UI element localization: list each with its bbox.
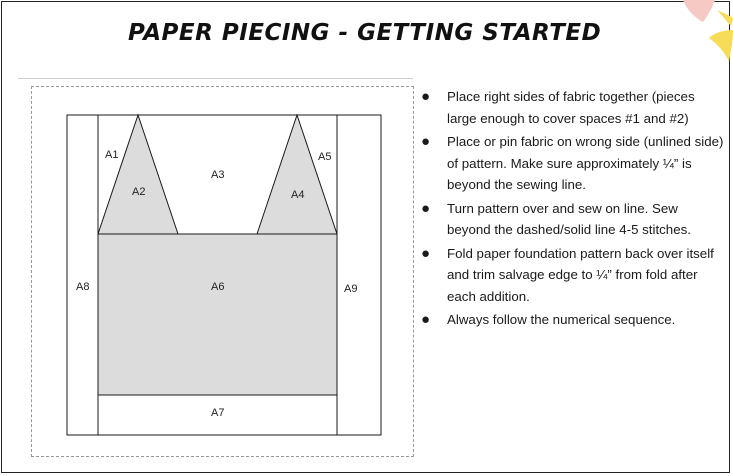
pattern-diagram <box>32 87 415 458</box>
label-a2: A2 <box>132 186 146 198</box>
bullet-dot-icon: ● <box>421 244 431 262</box>
instruction-text: Always follow the numerical sequence. <box>447 312 676 327</box>
bullet-dot-icon: ● <box>421 133 431 150</box>
instruction-text: Place right sides of fabric together (pieces large enough to cover spaces #1 and #2) <box>447 89 695 126</box>
instruction-item <box>419 243 725 308</box>
piece-a6 <box>98 234 337 395</box>
bullet-dot-icon: ● <box>421 88 431 105</box>
instruction-item <box>419 309 725 331</box>
bullet-dot-icon: ● <box>421 311 431 328</box>
logo-yellow-petal <box>709 30 733 62</box>
label-a8: A8 <box>76 281 90 293</box>
label-a3: A3 <box>211 169 225 181</box>
logo-pink-petal <box>683 0 715 22</box>
instruction-item <box>419 198 725 241</box>
instruction-item <box>419 131 725 196</box>
label-a6: A6 <box>211 281 225 293</box>
label-a5: A5 <box>318 151 332 163</box>
title-divider <box>18 78 413 79</box>
bullet-dot-icon: ● <box>421 199 431 217</box>
logo-yellow-leaf <box>717 10 733 26</box>
instruction-list <box>419 86 725 333</box>
page-title: PAPER PIECING - GETTING STARTED <box>128 20 602 46</box>
instruction-text: Fold paper foundation pattern back over itself and trim salvage edge to ¼” from fold after each addition. <box>447 245 714 304</box>
instruction-item <box>419 86 725 129</box>
instruction-text: Turn pattern over and sew on line. Sew beyond the dashed/solid line 4-5 stitches. <box>447 200 691 237</box>
decorative-heart-logo <box>643 0 733 70</box>
paper-piecing-pattern <box>31 86 414 457</box>
label-a1: A1 <box>105 149 119 161</box>
label-a4: A4 <box>291 189 305 201</box>
label-a7: A7 <box>211 407 225 419</box>
label-a9: A9 <box>344 283 358 295</box>
instruction-text: Place or pin fabric on wrong side (unlined side) of pattern. Make sure approximately ¼” is beyond the sewing line. <box>447 134 724 192</box>
